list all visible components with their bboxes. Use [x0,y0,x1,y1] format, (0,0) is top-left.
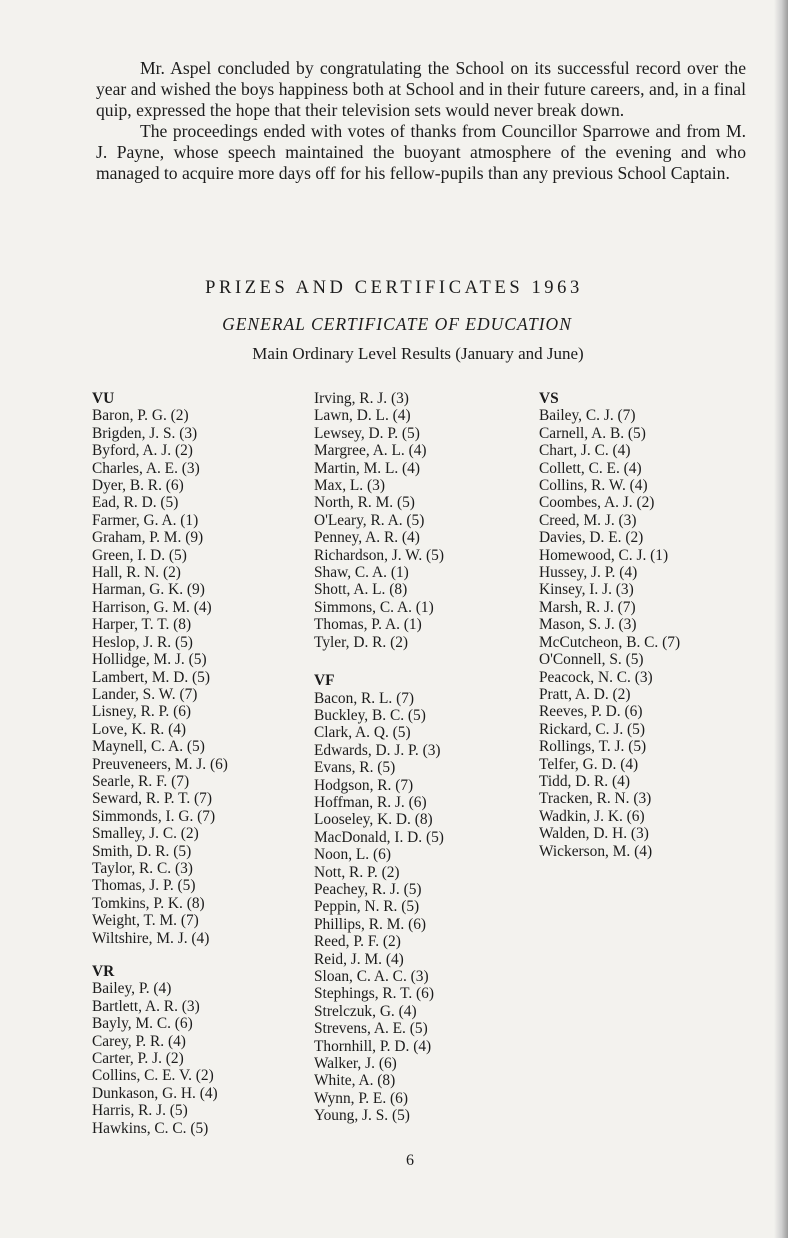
result-entry: Stephings, R. T. (6) [314,985,434,1003]
result-entry: Walker, J. (6) [314,1055,397,1073]
result-entry: Rickard, C. J. (5) [539,720,646,738]
result-entry: Chart, J. C. (4) [539,442,631,460]
page-edge-shadow [774,0,788,1238]
results-line: Main Ordinary Level Results (January and June) [252,344,584,363]
result-entry: Max, L. (3) [314,477,385,495]
result-entry: O'Connell, S. (5) [539,651,644,669]
result-entry: Martin, M. L. (4) [314,459,421,477]
result-entry: Evans, R. (5) [314,759,396,777]
result-entry: Smith, D. R. (5) [92,842,192,860]
result-entry: Homewood, C. J. (1) [539,546,669,564]
result-entry: Young, J. S. (5) [314,1107,410,1125]
result-entry: Heslop, J. R. (5) [92,633,193,651]
result-entry: Tyler, D. R. (2) [314,633,409,651]
result-entry: Bailey, P. (4) [92,980,172,998]
result-entry: Edwards, D. J. P. (3) [314,741,441,759]
result-entry: Hoffman, R. J. (6) [314,793,427,811]
result-entry: Peppin, N. R. (5) [314,898,420,916]
results-column-2 [314,390,444,1125]
result-entry: Thomas, J. P. (5) [92,877,196,895]
result-entry: Reed, P. F. (2) [314,933,401,951]
result-entry: Sloan, C. A. C. (3) [314,968,429,985]
result-entry: Tracken, R. N. (3) [539,790,652,808]
result-entry: Hodgson, R. (7) [314,776,414,794]
result-entry: Carnell, A. B. (5) [539,424,646,442]
result-entry: Searle, R. F. (7) [92,772,190,790]
result-entry: Maynell, C. A. (5) [92,738,205,756]
group-spacer [92,947,228,963]
intro-text [96,58,746,184]
result-entry: Telfer, G. D. (4) [539,755,639,773]
result-entry: Wadkin, J. K. (6) [539,807,645,825]
intro-paragraph-1: Mr. Aspel concluded by congratulating the School on its successful record over the year and wished the boys happiness both at School and in their future careers, and, in a final quip, expressed the hope that their television sets would never break down. [96,58,746,120]
result-entry: Dyer, B. R. (6) [92,477,184,495]
result-entry: Mason, S. J. (3) [539,616,637,634]
result-entry: Buckley, B. C. (5) [314,706,426,724]
results-column-1 [92,390,228,1137]
result-entry: Simmonds, I. G. (7) [92,807,216,825]
result-entry: Rollings, T. J. (5) [539,738,647,756]
result-entry: Baron, P. G. (2) [92,407,189,425]
result-entry: Brigden, J. S. (3) [92,424,198,442]
result-entry: Shott, A. L. (8) [314,581,408,599]
result-entry: Irving, R. J. (3) [314,390,409,407]
result-entry: Weight, T. M. (7) [92,912,199,930]
result-entry: Hall, R. N. (2) [92,564,181,582]
result-entry: Taylor, R. C. (3) [92,859,193,877]
result-entry: Farmer, G. A. (1) [92,511,199,529]
form-group-title: VF [314,672,335,690]
result-entry: Lewsey, D. P. (5) [314,424,420,442]
result-entry: Lawn, D. L. (4) [314,407,411,425]
result-entry: Bacon, R. L. (7) [314,689,415,707]
result-entry: Pratt, A. D. (2) [539,685,631,703]
result-entry: White, A. (8) [314,1072,396,1090]
result-entry: Dunkason, G. H. (4) [92,1084,218,1102]
result-entry: Lambert, M. D. (5) [92,668,210,686]
result-entry: Harrison, G. M. (4) [92,598,212,616]
result-entry: Bartlett, A. R. (3) [92,997,200,1015]
result-entry: Penney, A. R. (4) [314,529,420,547]
result-entry: Noon, L. (6) [314,846,391,864]
result-entry: Love, K. R. (4) [92,720,187,738]
result-entry: MacDonald, I. D. (5) [314,828,444,846]
result-entry: Thomas, P. A. (1) [314,616,422,634]
result-entry: Tomkins, P. K. (8) [92,894,205,912]
form-group-title: VR [92,963,115,980]
result-entry: Peacock, N. C. (3) [539,668,653,686]
result-entry: Harman, G. K. (9) [92,581,205,599]
result-entry: North, R. M. (5) [314,494,415,512]
result-entry: Tidd, D. R. (4) [539,772,630,790]
result-entry: Margree, A. L. (4) [314,442,427,460]
result-entry: Bayly, M. C. (6) [92,1015,193,1033]
result-entry: Charles, A. E. (3) [92,459,200,477]
result-entry: Walden, D. H. (3) [539,825,649,843]
result-entry: Hawkins, C. C. (5) [92,1119,209,1137]
result-entry: Carter, P. J. (2) [92,1050,184,1068]
result-entry: Smalley, J. C. (2) [92,825,199,843]
result-entry: Reeves, P. D. (6) [539,703,643,721]
page-title: PRIZES AND CERTIFICATES 1963 [205,278,583,298]
results-column-3 [539,390,680,860]
result-entry: Bailey, C. J. (7) [539,407,636,425]
result-entry: Simmons, C. A. (1) [314,598,434,616]
result-entry: Lisney, R. P. (6) [92,703,192,721]
result-entry: Carey, P. R. (4) [92,1032,186,1050]
result-entry: Coombes, A. J. (2) [539,494,655,512]
result-entry: Wynn, P. E. (6) [314,1089,408,1107]
result-entry: Marsh, R. J. (7) [539,598,636,616]
result-entry: Collins, R. W. (4) [539,477,648,495]
result-entry: Phillips, R. M. (6) [314,915,427,933]
result-entry: Wickerson, M. (4) [539,842,653,860]
result-entry: Byford, A. J. (2) [92,442,193,460]
result-entry: Harris, R. J. (5) [92,1102,188,1120]
result-entry: Clark, A. Q. (5) [314,724,411,742]
result-entry: Lander, S. W. (7) [92,685,198,703]
page-number: 6 [406,1152,414,1169]
result-entry: Hollidge, M. J. (5) [92,651,207,669]
result-entry: Davies, D. E. (2) [539,529,644,547]
result-entry: Hussey, J. P. (4) [539,564,638,582]
intro-paragraph-2: The proceedings ended with votes of thanks from Councillor Sparrowe and from M. J. Payne, whose speech maintained the buoyant atmosphere of the evening and who managed to acquire more days off for his fellow-pupils than any previous School Captain. [96,121,746,183]
result-entry: McCutcheon, B. C. (7) [539,633,681,651]
form-group-title: VU [92,390,115,407]
result-entry: Harper, T. T. (8) [92,616,192,634]
result-entry: Green, I. D. (5) [92,546,187,564]
result-entry: Thornhill, P. D. (4) [314,1037,432,1055]
result-entry: Looseley, K. D. (8) [314,811,433,829]
result-entry: Shaw, C. A. (1) [314,564,409,582]
result-entry: Wiltshire, M. J. (4) [92,929,210,947]
result-entry: Seward, R. P. T. (7) [92,790,212,808]
result-entry: Richardson, J. W. (5) [314,546,444,564]
result-entry: Strevens, A. E. (5) [314,1020,428,1038]
result-entry: Collett, C. E. (4) [539,459,642,477]
result-entry: Preuveneers, M. J. (6) [92,755,228,773]
result-entry: Ead, R. D. (5) [92,494,179,512]
result-entry: Reid, J. M. (4) [314,950,404,968]
form-group-title: VS [539,390,559,407]
result-entry: Kinsey, I. J. (3) [539,581,634,599]
result-entry: Graham, P. M. (9) [92,529,204,547]
result-entry: Nott, R. P. (2) [314,863,400,881]
result-entry: Creed, M. J. (3) [539,511,637,529]
group-spacer [314,651,444,672]
result-entry: Strelczuk, G. (4) [314,1002,417,1020]
result-entry: Peachey, R. J. (5) [314,880,422,898]
result-entry: Collins, C. E. V. (2) [92,1067,214,1085]
result-entry: O'Leary, R. A. (5) [314,511,425,529]
section-subtitle: GENERAL CERTIFICATE OF EDUCATION [222,314,572,334]
